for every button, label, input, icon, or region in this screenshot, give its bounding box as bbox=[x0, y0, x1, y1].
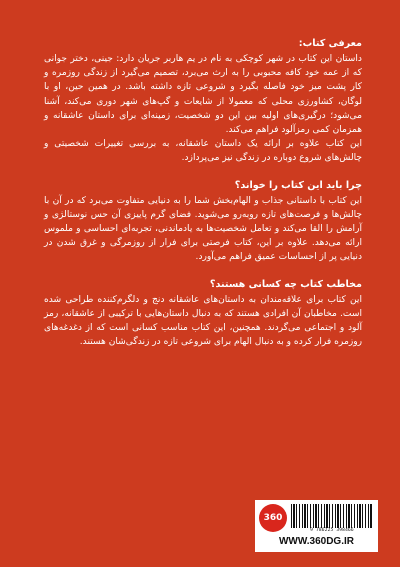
section-heading: چرا باید این کتاب را خواند؟ bbox=[234, 179, 362, 191]
section-paragraph: این کتاب علاوه بر ارائه یک داستان عاشقانه، به بررسی تغییرات شخصیتی و چالش‌های شروع دوباره در زندگی نیز می‌پردازد. bbox=[44, 139, 362, 164]
section-introduction bbox=[44, 36, 362, 166]
barcode-label bbox=[255, 500, 378, 552]
section-paragraph: داستان این کتاب در شهر کوچکی به نام در یم هاربر جریان دارد: جینی، دختر جوانی که از عمه خود کافه محبوبی را به ارث می‌برد، تصمیم می‌گیرد از زندگی روزمره و کار پشت میز خود فاصله بگیرد و شروعی تازه داشته باشد. در همین حین، او با لوگان، کشاورزی محلی که معمولا از شایعات و گپ‌های شهر دوری می‌کند، آشنا می‌شود؛ درگیری‌های اولیه بین این دو شخصیت، زمینه‌ای برای داستان عاشقانه و همزمان کمی رمزآلود فراهم می‌کند. bbox=[44, 54, 362, 136]
section-paragraph: این کتاب برای علاقه‌مندان به داستان‌های عاشقانه دنج و دلگرم‌کننده طراحی شده است. مخاطبان آن افرادی هستند که به دنبال داستان‌هایی با ترکیبی از عاشقانه، رمز آلود و اجتماعی می‌گردند. همچنین، این کتاب مناسب کسانی است که از دغدغه‌های روزمره فرار کرده و به دنبال الهام برای شروعی تازه در زندگی‌شان هستند. bbox=[44, 294, 362, 348]
isbn-number: 9 786225 398466 bbox=[310, 528, 354, 533]
publisher-logo: 360 bbox=[259, 504, 287, 532]
barcode-icon bbox=[291, 504, 373, 528]
section-heading: مخاطب کتاب چه کسانی هستند؟ bbox=[209, 278, 362, 290]
section-audience bbox=[44, 277, 362, 350]
section-why-read bbox=[44, 178, 362, 265]
blurb-content bbox=[44, 36, 362, 361]
section-paragraph: این کتاب با داستانی جذاب و الهام‌بخش شما را به دنیایی متفاوت می‌برد که در آن با چالش‌ها و فرصت‌های تازه روبه‌رو می‌شوید. فضای گرم پاییزی آن حس نوستالژی و آرامش را القا می‌کند و تعامل شخصیت‌ها به یادماندنی، تجربه‌ای احساسی و ملموس ارائه می‌دهد. علاوه بر این، کتاب فرصتی برای فرار از روزمرگی و غرق شدن در دنیایی پر از احساسات عمیق فراهم می‌آورد. bbox=[44, 195, 362, 263]
section-heading: معرفی کتاب: bbox=[298, 38, 362, 49]
publisher-website: WWW.360DG.IR bbox=[278, 536, 354, 547]
